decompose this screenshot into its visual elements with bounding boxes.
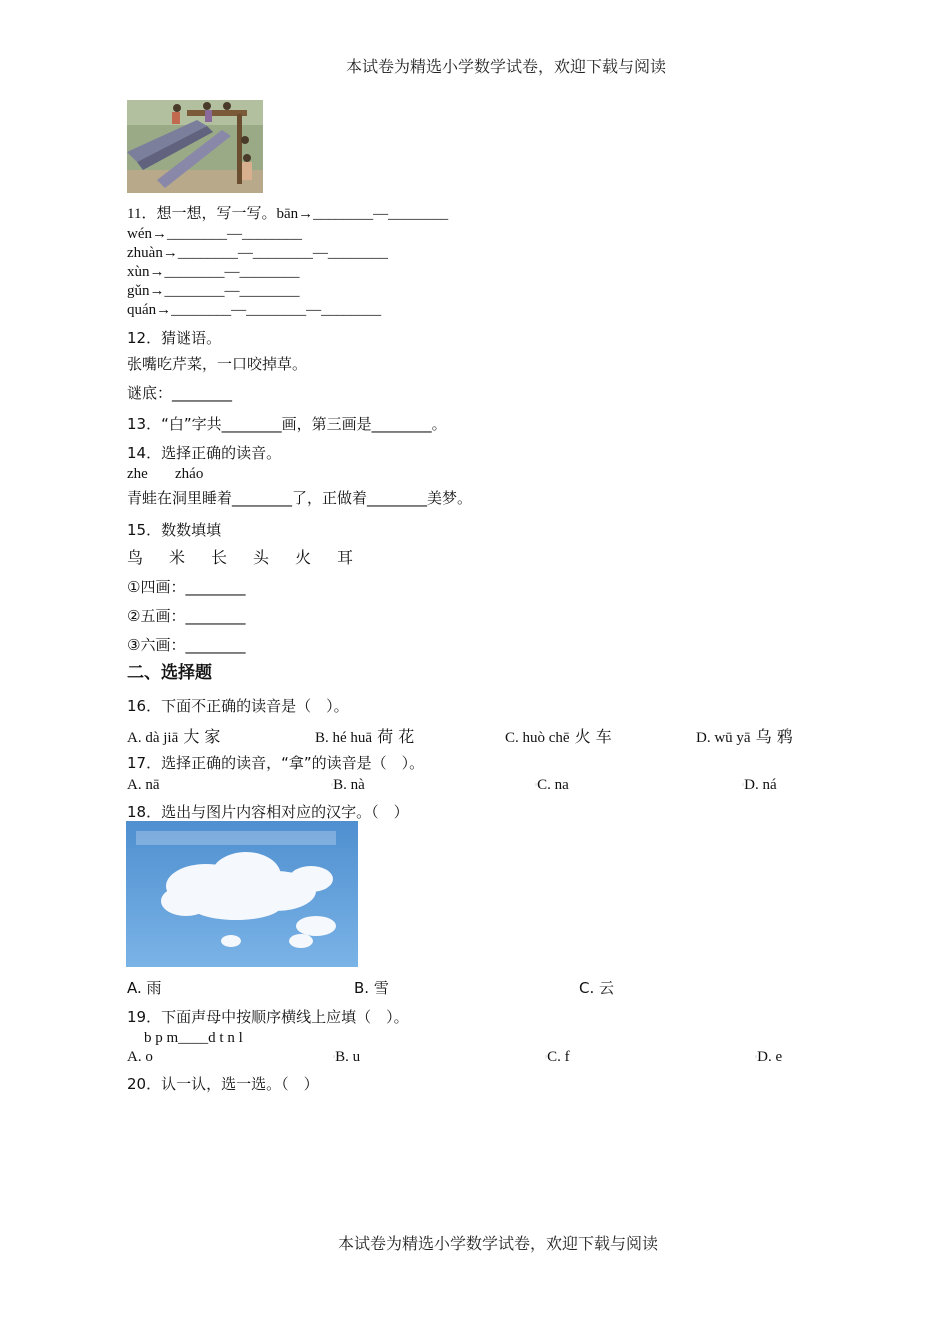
- page-header: 本试卷为精选小学数学试卷，欢迎下载与阅读: [346, 57, 667, 76]
- q16-option-b-pinyin: B. hé huā: [315, 730, 373, 746]
- q14-sentence: 青蛙在洞里睡着________了，正做着________美梦。: [127, 489, 473, 507]
- playground-slide-image: [127, 100, 263, 193]
- q12-title: 12．猜谜语。: [127, 329, 222, 347]
- q19-option-d[interactable]: [755, 1049, 782, 1066]
- q14-title: 14．选择正确的读音。: [127, 444, 282, 462]
- q15-char-3: 长: [211, 548, 228, 567]
- cloud-sky-image: [126, 821, 358, 967]
- q17-option-d[interactable]: [742, 777, 777, 794]
- q20-title: 20．认一认，选一选。（ ）: [127, 1075, 319, 1093]
- q11-line-xun: xùn→________—________: [127, 264, 300, 280]
- q11-line-quan: quán→________—________—________: [127, 302, 382, 318]
- q19-title: 19．下面声母中按顺序横线上应填（ ）。: [127, 1008, 409, 1026]
- cloud-icon: [126, 821, 358, 967]
- q19-option-d-label: D. e: [757, 1049, 783, 1065]
- q17-option-a[interactable]: A. nā: [127, 777, 160, 793]
- q13-text: 13．“白”字共________画，第三画是________。: [127, 415, 447, 433]
- q15-blank-six: ③六画：________: [127, 636, 246, 654]
- radio-dot-icon: ▫: [333, 1054, 336, 1061]
- q14-pinyin-2: zháo: [175, 466, 204, 482]
- q18-option-b[interactable]: B. 雪: [354, 979, 389, 997]
- q19-option-a[interactable]: A. o: [127, 1049, 153, 1065]
- q18-option-a[interactable]: A. 雨: [127, 979, 162, 997]
- q17-title: 17．选择正确的读音，“拿”的读音是（ ）。: [127, 754, 425, 772]
- q17-option-c[interactable]: [535, 777, 569, 794]
- radio-dot-icon: ▫: [331, 782, 334, 789]
- radio-dot-icon: ▫: [535, 782, 538, 789]
- q15-char-2: 米: [169, 548, 186, 567]
- q16-option-a-pinyin: A. dà jiā: [127, 730, 179, 746]
- q12-riddle: 张嘴吃芹菜，一口咬掉草。: [127, 355, 308, 373]
- q16-option-b[interactable]: [315, 724, 414, 747]
- radio-dot-icon: ▫: [755, 1054, 758, 1061]
- q18-option-c[interactable]: C. 云: [579, 979, 615, 997]
- q16-option-c-hanzi: 火 车: [574, 727, 612, 746]
- q15-title: 15．数数填填: [127, 521, 222, 539]
- playground-slide-icon: [127, 100, 263, 193]
- q16-option-b-hanzi: 荷 花: [377, 727, 415, 746]
- page-footer: 本试卷为精选小学数学试卷，欢迎下载与阅读: [338, 1234, 659, 1253]
- q18-title: 18．选出与图片内容相对应的汉字。（ ）: [127, 803, 409, 821]
- section-heading-choice: 二、选择题: [127, 663, 212, 683]
- q19-sequence: b p m____d t n l: [144, 1030, 243, 1046]
- q17-option-c-label: C. na: [537, 777, 569, 793]
- q16-option-a[interactable]: [127, 724, 220, 747]
- radio-dot-icon: ▫: [742, 782, 745, 789]
- q19-option-b-label: B. u: [335, 1049, 361, 1065]
- q16-option-d[interactable]: [696, 724, 793, 747]
- q15-char-5: 火: [295, 548, 312, 567]
- q11-line-wen: wén→________—________: [127, 226, 302, 242]
- q16-option-c[interactable]: [505, 724, 612, 747]
- q17-option-b[interactable]: [331, 777, 365, 794]
- q19-option-b[interactable]: [333, 1049, 360, 1066]
- q15-blank-five: ②五画：________: [127, 607, 246, 625]
- q15-char-4: 头: [253, 548, 270, 567]
- radio-dot-icon: ▫: [545, 1054, 548, 1061]
- q16-option-d-hanzi: 乌 鸦: [755, 727, 793, 746]
- q14-pinyin-1: zhe: [127, 466, 148, 482]
- q16-title: 16．下面不正确的读音是（ ）。: [127, 697, 349, 715]
- q15-char-1: 鸟: [127, 548, 144, 567]
- q19-option-c-label: C. f: [547, 1049, 570, 1065]
- q11-title: 11．想一想，写一写。bān→________—________: [127, 206, 449, 222]
- q16-option-a-hanzi: 大 家: [183, 727, 221, 746]
- q19-option-c[interactable]: [545, 1049, 570, 1066]
- q15-blank-four: ①四画：________: [127, 578, 246, 596]
- q16-option-c-pinyin: C. huò chē: [505, 730, 570, 746]
- q17-option-d-label: D. ná: [744, 777, 777, 793]
- q16-option-d-pinyin: D. wū yā: [696, 730, 751, 746]
- q11-line-zhuan: zhuàn→________—________—________: [127, 245, 388, 261]
- q15-char-6: 耳: [337, 548, 354, 567]
- q12-answer: 谜底：________: [127, 384, 233, 402]
- q17-option-b-label: B. nà: [333, 777, 365, 793]
- q11-line-gun: gǔn→________—________: [127, 283, 300, 299]
